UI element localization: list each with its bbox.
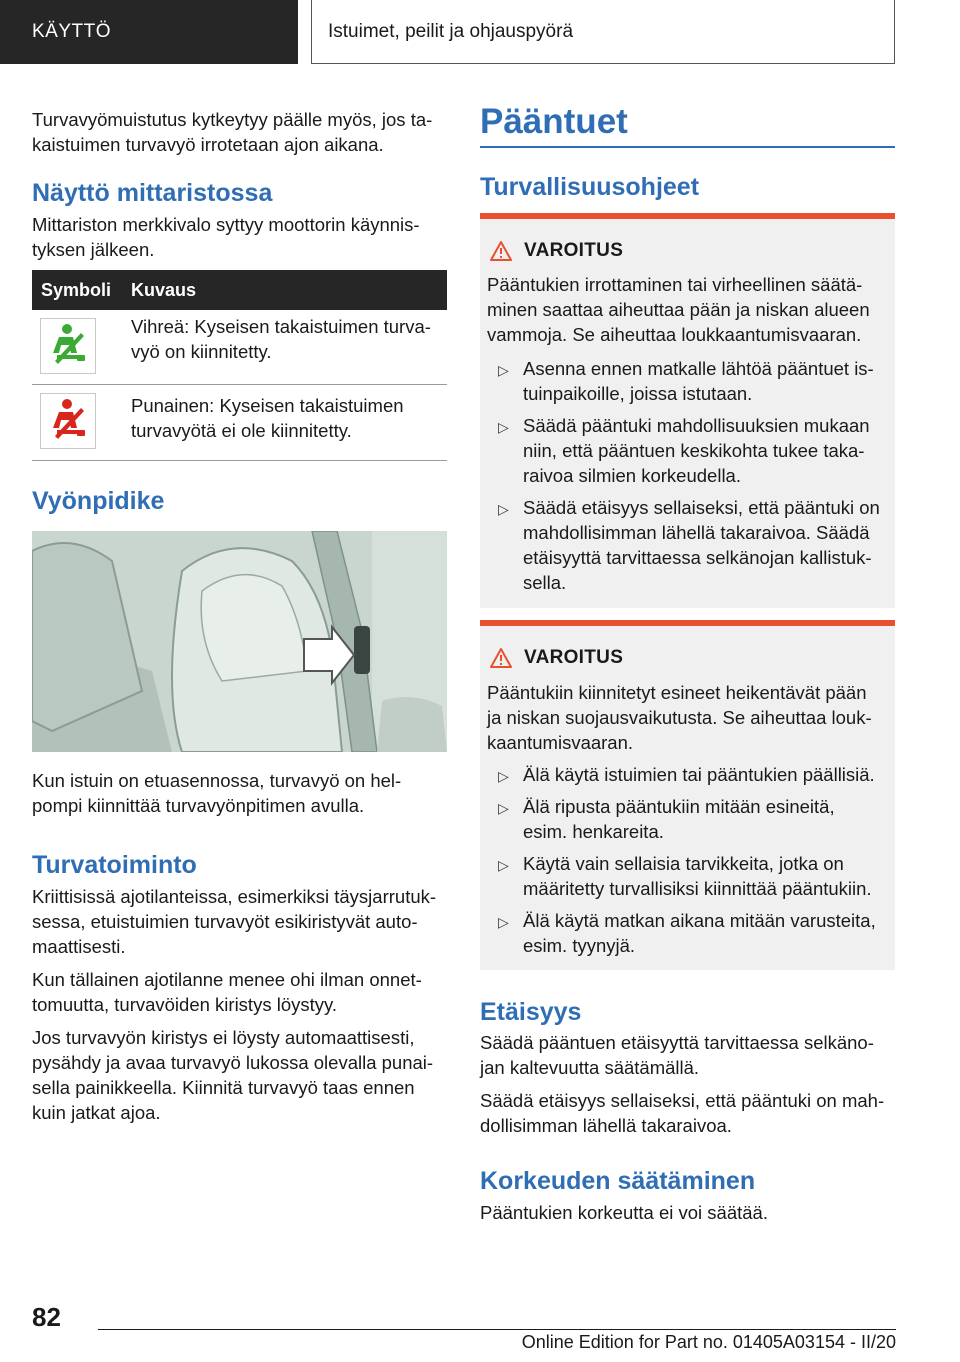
bullet-marker: ▷ [498,800,509,816]
section-tab: KÄYTTÖ [0,0,298,64]
bullet-marker: ▷ [498,914,509,930]
warning-title: VAROITUS [524,240,624,261]
column-header-symbol: Symboli [41,280,112,300]
row-description: Vihreä: Kyseisen takaistuimen turva- vyö on kiinnitetty. [131,316,431,362]
table-row [32,385,447,461]
distance-text [480,1030,900,1138]
list-item: Älä käytä matkan aikana mitään varusteita, esim. tyynyjä. [523,910,876,956]
bullet-marker: ▷ [498,419,509,435]
distance-paragraph: Säädä etäisyys sellaiseksi, että pääntuki on mah- dollisimman lähellä takaraivoa. [480,1090,885,1136]
function-paragraph: Kun tällainen ajotilanne menee ohi ilman onnet- tomuutta, turvavöiden kiristys löystyy. [32,969,422,1015]
bullet-marker: ▷ [498,501,509,517]
table-row [32,310,447,385]
list-item: Käytä vain sellaisia tarvikkeita, jotka on määritetty turvallisiksi kiinnittää pääntukiin. [523,853,872,899]
page-title: Pääntuet [480,102,628,141]
seatbelt-green-icon [40,318,96,374]
list-item: Säädä etäisyys sellaiseksi, että pääntuki on mahdollisimman lähellä takaraivoa. Säädä etäisyyttä tarvittaessa selkänojan kallistuk- sella. [523,497,880,593]
symbol-table [32,270,447,461]
page-number: 82 [32,1302,61,1332]
function-paragraph: Kriittisissä ajotilanteissa, esimerkiksi täysjarrutuk- sessa, etuistuimien turvavyöt esikiristyvät auto- maattisesti. [32,886,437,957]
list-item: Älä ripusta pääntukiin mitään esineitä, esim. henkareita. [523,796,835,842]
display-paragraph: Mittariston merkkivalo syttyy moottorin käynnis- tyksen jälkeen. [32,214,420,260]
footer-rule [98,1329,896,1330]
function-paragraph: Jos turvavyön kiristys ei löysty automaattisesti, pysähdy ja avaa turvavyö lukossa olevalla punai- sella painikkeella. Kiinnitä turvavyö taas ennen kuin jatkat ajoa. [32,1027,434,1123]
bullet-marker: ▷ [498,857,509,873]
warning-text: Pääntukiin kiinnitetyt esineet heikentävät pään ja niskan suojausvaikutusta. Se aiheuttaa louk- kaantumisvaaran. [487,682,872,753]
table-header [32,270,447,310]
distance-paragraph: Säädä pääntuen etäisyyttä tarvittaessa selkäno- jan kaltevuutta säätämällä. [480,1032,874,1078]
warning-bar [480,213,895,219]
intro-paragraph: Turvavyömuistutus kytkeytyy päälle myös, jos ta- kaistuimen turvavyö irrotetaan ajon aikana. [32,109,433,155]
section-heading-distance: Etäisyys [480,998,582,1026]
function-text [32,884,452,1125]
section-heading-function: Turvatoiminto [32,851,197,879]
warning-title: VAROITUS [524,647,624,668]
column-header-description: Kuvaus [131,280,197,300]
title-rule [480,146,895,148]
list-item: Älä käytä istuimien tai pääntukien päällisiä. [523,764,875,785]
warning-triangle-icon [489,647,513,674]
seatbelt-red-icon [40,393,96,449]
chapter-title: Istuimet, peilit ja ohjauspyörä [311,0,895,64]
warning-triangle-icon [489,240,513,267]
warning-bar [480,620,895,626]
section-heading-display: Näyttö mittaristossa [32,179,273,207]
section-heading-safety: Turvallisuusohjeet [480,173,700,201]
warning-text: Pääntukien irrottaminen tai virheellinen säätä- minen saattaa aiheuttaa pään ja niskan alueen vammoja. Se aiheuttaa loukkaantumisvaaran. [487,274,870,345]
holder-paragraph: Kun istuin on etuasennossa, turvavyö on hel- pompi kiinnittää turvavyönpitimen avulla. [32,770,402,816]
height-paragraph: Pääntukien korkeutta ei voi säätää. [480,1202,768,1223]
section-heading-height: Korkeuden säätäminen [480,1167,756,1195]
seat-belt-holder-illustration [32,531,447,752]
list-item: Säädä pääntuki mahdollisuuksien mukaan niin, että pääntuen keskikohta tukee taka- raivoa silmien korkeudella. [523,415,870,486]
row-description: Punainen: Kyseisen takaistuimen turvavyötä ei ole kiinnitetty. [131,395,404,441]
list-item: Asenna ennen matkalle lähtöä pääntuet is- tuinpaikoille, joissa istutaan. [523,358,874,404]
bullet-marker: ▷ [498,768,509,784]
section-heading-holder: Vyönpidike [32,487,165,515]
bullet-marker: ▷ [498,362,509,378]
edition-note: Online Edition for Part no. 01405A03154 - II/20 [521,1332,896,1352]
